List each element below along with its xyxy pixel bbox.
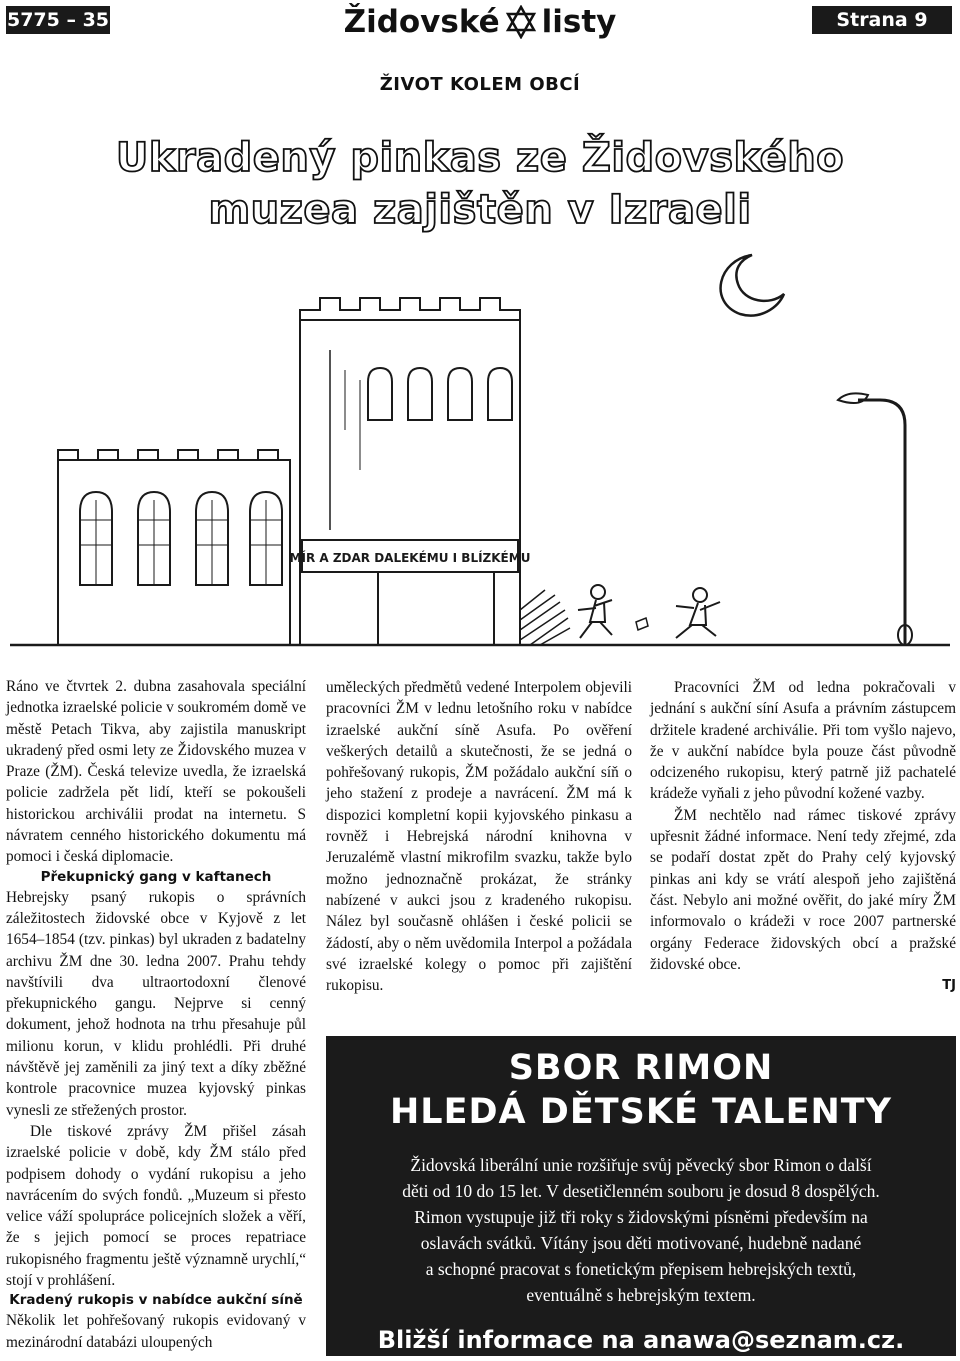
cartoon-banner-text: MÍR A ZDAR DALEKÉMU I BLÍZKÉMU bbox=[289, 551, 531, 565]
street-lamp bbox=[858, 400, 905, 645]
section-title: ŽIVOT KOLEM OBCÍ bbox=[379, 74, 581, 95]
subheading: Překupnický gang v kaftanech bbox=[40, 868, 272, 885]
crescent-moon bbox=[721, 255, 784, 316]
ad-subtitle: HLEDÁ DĚTSKÉ TALENTY bbox=[389, 1092, 893, 1132]
star-of-david-icon bbox=[504, 5, 538, 39]
masthead-left: Židovské bbox=[343, 4, 500, 40]
subheading: Kradený rukopis v nabídce aukční síně bbox=[9, 1292, 303, 1309]
ad-title: SBOR RIMON bbox=[508, 1048, 774, 1088]
author-signature: TJ bbox=[942, 978, 956, 994]
headline bbox=[40, 132, 920, 236]
paragraph: Dle tiskové zprávy ŽM přišel zásah izraelské policie v době, kdy ŽM stálo před podpisem dohody o vydání rukopisu a jeho navrácením do svých fondů. „Muzeum si přesto velice váží spolupráce policejních složek a věří, že s jejich pomocí se proces repatriace rukopisného fragmentu ještě významně urychlí,“ stojí v prohlášení. bbox=[6, 1122, 306, 1290]
ad-line: oslavách svátků. Vítány jsou děti motivované, hudebně nadané bbox=[420, 1233, 862, 1253]
choir-advertisement bbox=[326, 1036, 956, 1356]
masthead-right: listy bbox=[541, 4, 617, 40]
building-lower-left bbox=[58, 460, 290, 645]
headline-line-2: muzea zajištěn v Izraeli bbox=[208, 187, 752, 233]
synagogue-cartoon bbox=[0, 250, 960, 655]
article-column-2 bbox=[326, 677, 632, 996]
issue-number: 5775 – 35 bbox=[6, 6, 110, 34]
paragraph: Ráno ve čtvrtek 2. dubna zasahovala speciální jednotka izraelské policie v soukromém domě ve městě Petach Tikva, aby zajistila manuskript ukradený před osmi lety ze Židovského muzea v Praze (ŽM). Česká televize uvedla, že izraelská policie zadržela pět lidí, kteří se pokoušeli historickou archiválii prodat na internetu. S návratem cenného historického dokumentu má pomoci i česká diplomacie. bbox=[6, 678, 306, 866]
headline-line-1: Ukradený pinkas ze Židovského bbox=[115, 135, 845, 181]
page-number: Strana 9 bbox=[812, 6, 952, 34]
paragraph: uměleckých předmětů vedené Interpolem objevili pracovníci ŽM v lednu letošního roku v nabídce izraelské aukční síně Asufa. Po ověření veškerých detailů a skutečnosti, že se jedná o pohřešovaný rukopis, ŽM požádalo aukční síň o jeho stažení z prodeje a navrácení. ŽM má k dispozici kompletní kopii kyjovského pinkasu a rovněž i Hebrejská národní knihovna v Jeruzalémě vlastní mikrofilm svazku, takže bylo možno jednoznačně prokázat, že stránky nabízené v aukci jsou z kradeného rukopisu. Nález byl současně ohlášen i české policii se žádostí, aby o něm uvědomila Interpol a požádala své izraelské kolegy o pomoc při zajištění rukopisu. bbox=[326, 679, 632, 995]
masthead bbox=[320, 2, 640, 42]
article-column-3 bbox=[650, 677, 956, 996]
paragraph: Hebrejsky psaný rukopis o správních záležitostech židovské obce v Kyjově z let 1654–1854 (tzv. pinkas) byl ukraden z badatelny archivu ŽM dne 30. ledna 2007. Prahu tehdy navštívili dva ultraortodoxní členové překupnického gangu. Nejprve si cenný dokument, jehož hodnota na trhu přesahuje půl milionu korun, v klidu prohlédli. Při druhé návštěvě jej zaměnili za jiný text a díky zběžné kontrole pracovnice muzea kyjovský pinkas vynesli ze střežených prostor. bbox=[6, 888, 306, 1119]
running-figure-1 bbox=[578, 585, 612, 638]
ad-line: eventuálně s hebrejským textem. bbox=[526, 1285, 756, 1305]
paragraph: Několik let pohřešovaný rukopis evidovaný v mezinárodní databázi uloupených bbox=[6, 1312, 306, 1351]
ad-line: Židovská liberální unie rozšiřuje svůj pěvecký sbor Rimon o další bbox=[410, 1155, 872, 1175]
ad-body bbox=[346, 1152, 936, 1308]
ad-line: děti od 10 do 15 let. V desetičlenném souboru je dosud 8 dospělých. bbox=[402, 1181, 880, 1201]
ad-line: Rimon vystupuje již tři roky s židovskými písněmi především na bbox=[414, 1207, 868, 1227]
running-figure-2 bbox=[676, 588, 720, 638]
paragraph: Pracovníci ŽM od ledna pokračovali v jednání s aukční síní Asufa a právním zástupcem držitele kradené archiválie. Při tom vyšlo najevo, že v aukční nabídce byla pouze část původně odcizeného rukopisu, který patrně již pachatelé krádeže vyňali z jeho původní kožené vazby. bbox=[650, 679, 956, 803]
article-column-1 bbox=[6, 676, 306, 1353]
ad-contact: Bližší informace na anawa@seznam.cz. bbox=[377, 1326, 905, 1354]
building-tower bbox=[300, 298, 520, 645]
ad-line: a schopné pracovat s fonetickým přepisem hebrejských textů, bbox=[425, 1259, 857, 1279]
paragraph: ŽM nechtělo nad rámec tiskové zprávy upřesnit žádné informace. Není tedy zřejmé, zda se podaří dostat zpět do Prahy celý kyjovský pinkas ani kdy se vrátí alespoň jeho zajištěná část. Nebylo ani možné ověřit, do jaké míry ŽM informovalo o krádeži v roce 2007 partnerské orgány Federace židovských obcí a pražské židovské obce. bbox=[650, 806, 956, 973]
